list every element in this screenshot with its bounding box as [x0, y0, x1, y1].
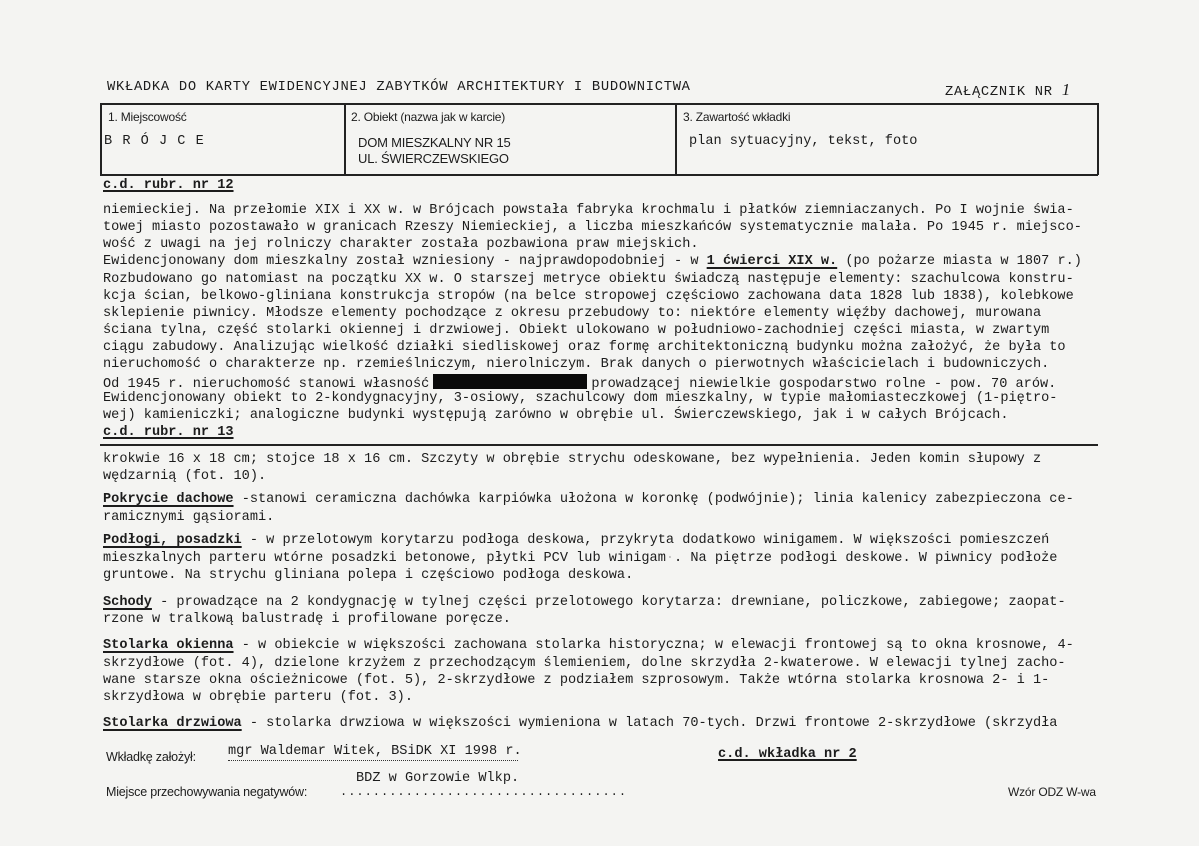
text-fragment: mieszkalnych parteru wtórne posadzki betonowe, płytki PCV lub winigam	[103, 551, 666, 566]
text-line	[103, 254, 1082, 269]
field-object-value-2: UL. ŚWIERCZEWSKIEGO	[358, 151, 509, 166]
text-line: kcja ścian, belkowo-gliniana konstrukcja stropów (na belce stropowej częściowo zachowana data 1828 lub 1838), kolebkowe	[103, 289, 1074, 304]
field-contents-value: plan sytuacyjny, tekst, foto	[689, 134, 918, 149]
text-line: towej miasto pozostawało w granicach Rzeszy Niemieckiej, a liczba mieszkańców systematycznie malała. Po 1945 r. miejsco-	[103, 220, 1082, 235]
text-line: ciągu zabudowy. Analizując wielkość działki siedliskowej oraz formę architektoniczną budynku można założyć, że była to	[103, 340, 1066, 355]
table-top-rule	[100, 103, 1098, 105]
floors-paragraph-line	[103, 533, 1049, 548]
section-13-heading: c.d. rubr. nr 13	[103, 425, 234, 440]
text-line: ramicznymi gąsiorami.	[103, 510, 275, 525]
field-contents-label: 3. Zawartość wkładki	[683, 110, 791, 124]
text-line: skrzydłowe (fot. 4), dzielone krzyżem z przechodzącym ślemieniem, dolne skrzydła 2-kwaterowe. W elewacji tylnej zacho-	[103, 656, 1066, 671]
text-fragment: -stanowi ceramiczna dachówka karpiówka ułożona w koronkę (podwójnie); linia kalenicy zabezpieczona ce-	[233, 492, 1074, 507]
floors-title: Podłogi, posadzki	[103, 533, 242, 548]
text-fragment: (po pożarze miasta w 1807 r.)	[837, 254, 1082, 269]
text-fragment: . Na piętrze podłogi deskowe. W piwnicy podłoże	[674, 551, 1058, 566]
text-line: nieruchomość o charakterze np. rzemieślniczym, nierolniczym. Brak danych o pierwotnych właścicielach i budowniczych.	[103, 357, 1050, 372]
text-fragment: - w obiekcie w większości zachowana stolarka historyczna; w elewacji frontowej są to okna krosnowe, 4-	[233, 638, 1074, 653]
annex-prefix: ZAŁĄCZNIK NR	[945, 85, 1053, 100]
section-12-heading: c.d. rubr. nr 12	[103, 178, 234, 193]
text-line: wane starsze okna ościeżnicowe (fot. 5), 2-skrzydłowe z podziałem szprosowym. Także wtórna stolarka krosnowa 2- i 1-	[103, 673, 1050, 688]
text-line: ściana tylna, część stolarki okiennej i drzwiowej. Obiekt ulokowano w południowo-zachodniej części miasta, w zwartym	[103, 323, 1050, 338]
text-line: Rozbudowano go natomiast na początku XX w. O starszej metryce obiektu świadczą następuje elementy: szachulcowa konstru-	[103, 272, 1074, 287]
table-divider-2	[675, 103, 677, 175]
text-line: rzone w tralkową balustradę i profilowane poręcze.	[103, 612, 511, 627]
section-divider-rule	[100, 444, 1098, 446]
redaction-block	[433, 374, 587, 389]
doors-paragraph-line	[103, 716, 1057, 731]
made-by-value: mgr Waldemar Witek, BSiDK XI 1998 r.	[228, 744, 522, 759]
text-fragment: - w przelotowym korytarzu podłoga deskowa, przykryta dodatkowo winigamem. W większości pomieszczeń	[241, 533, 1050, 548]
text-line	[103, 551, 1057, 566]
text-fragment: Od 1945 r. nieruchomość stanowi własność	[103, 377, 430, 392]
annex-label	[945, 80, 1071, 100]
emphasized-date: 1 ćwierci XIX w.	[706, 254, 838, 269]
stairs-title: Schody	[103, 595, 152, 610]
text-fragment: prowadzącej niewielkie gospodarstwo rolne - pow. 70 arów.	[591, 377, 1057, 392]
storage-value: BDZ w Gorzowie Wlkp.	[356, 771, 520, 786]
roof-paragraph-line	[103, 492, 1074, 507]
storage-label: Miejsce przechowywania negatywów:	[106, 785, 308, 799]
table-divider-1	[344, 103, 346, 175]
text-line: Ewidencjonowany obiekt to 2-kondygnacyjny, 3-osiowy, szachulcowy dom mieszkalny, w typie małomiasteczkowej (1-piętro-	[103, 391, 1058, 406]
text-line: skrzydłowa w obrębie parteru (fot. 3).	[103, 690, 413, 705]
text-line: gruntowe. Na strychu gliniana polepa i częściowo podłoga deskowa.	[103, 568, 634, 583]
text-line: wej) kamieniczki; analogiczne budynki występują zarówno w obrębie ul. Świerczewskiego, jak i w całych Brójcach.	[103, 408, 1009, 423]
storage-dotted-line: ...................................	[340, 785, 628, 799]
text-fragment: - stolarka drwziowa w większości wymieniona w latach 70-tych. Drzwi frontowe 2-skrzydłowe (skrzydła	[241, 716, 1058, 731]
made-by-label: Wkładkę założył:	[106, 750, 196, 764]
field-locality-label: 1. Miejscowość	[108, 110, 187, 124]
doors-title: Stolarka drzwiowa	[103, 716, 242, 731]
table-left-border	[100, 103, 102, 175]
table-right-border	[1097, 103, 1099, 175]
smudge-mark: ·	[665, 551, 675, 566]
field-object-value-1: DOM MIESZKALNY NR 15	[358, 135, 511, 150]
text-line: krokwie 16 x 18 cm; stojce 18 x 16 cm. Szczyty w obrębie strychu odeskowane, bez wypełnienia. Jeden komin słupowy z	[103, 452, 1042, 467]
text-fragment: Ewidencjonowany dom mieszkalny został wzniesiony - najprawdopodobniej - w	[103, 254, 707, 269]
stairs-paragraph-line	[103, 595, 1066, 610]
text-fragment: - prowadzące na 2 kondygnację w tylnej części przelotowego korytarza: drewniane, policzkowe, zabiegowe; zaopat-	[151, 595, 1066, 610]
document-title: WKŁADKA DO KARTY EWIDENCYJNEJ ZABYTKÓW ARCHITEKTURY I BUDOWNICTWA	[107, 80, 691, 95]
text-line: sklepienie piwnicy. Młodsze elementy pochodzące z okresu przebudowy to: niektóre elementy więźby dachowej, murowana	[103, 306, 1042, 321]
table-bottom-rule	[100, 174, 1098, 176]
windows-paragraph-line	[103, 638, 1074, 653]
text-line: wość z uwagi na jej rolniczy charakter została pozbawiona praw miejskich.	[103, 237, 699, 252]
roof-title: Pokrycie dachowe	[103, 492, 234, 507]
continued-insert-label: c.d. wkładka nr 2	[718, 747, 857, 762]
text-line: wędzarnią (fot. 10).	[103, 469, 267, 484]
text-line	[103, 374, 1056, 392]
annex-number: 1	[1061, 80, 1071, 99]
windows-title: Stolarka okienna	[103, 638, 234, 653]
field-object-label: 2. Obiekt (nazwa jak w karcie)	[351, 110, 506, 124]
form-pattern-label: Wzór ODZ W-wa	[1008, 785, 1096, 799]
field-locality-value: B R Ó J C E	[104, 134, 205, 149]
text-line: niemieckiej. Na przełomie XIX i XX w. w Brójcach powstała fabryka krochmalu i płatków ziemniaczanych. Po I wojnie świa-	[103, 203, 1074, 218]
made-by-dotted-line	[228, 760, 518, 761]
